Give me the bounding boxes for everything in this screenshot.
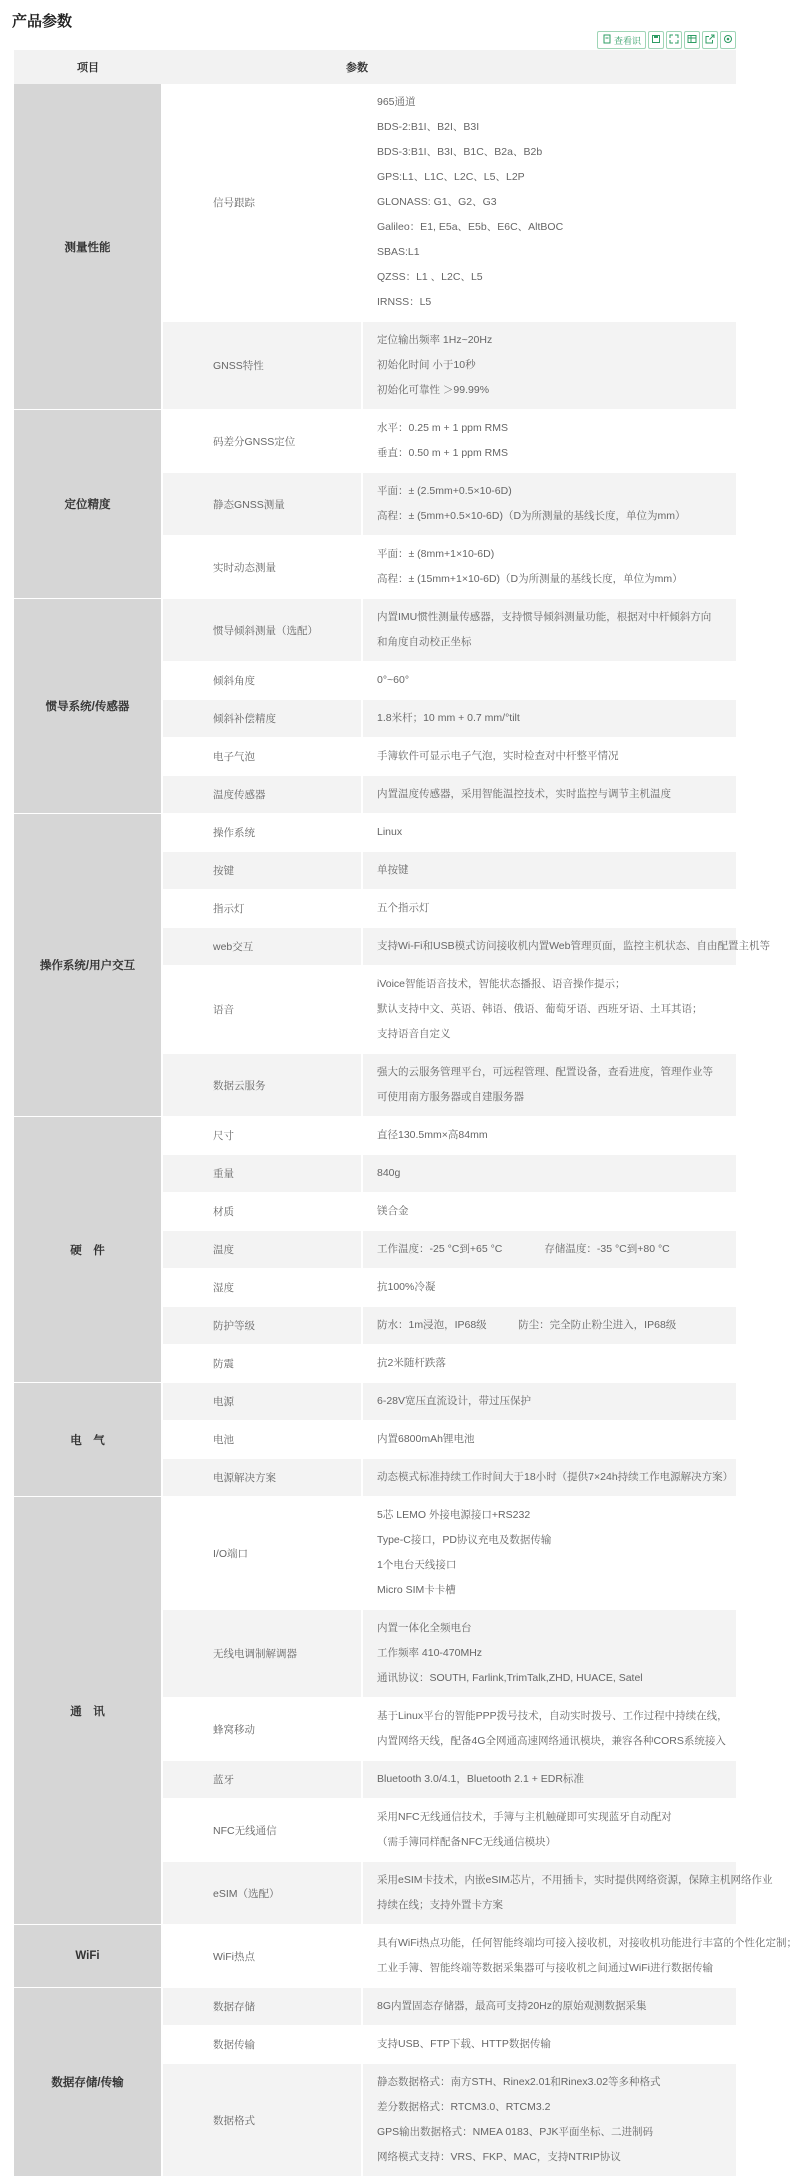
param-cell	[362, 852, 736, 890]
param-line: 采用eSIM卡技术，内嵌eSIM芯片，不用插卡，实时提供网络资源，保障主机网络作业	[377, 1874, 773, 1886]
param-cell	[362, 1421, 736, 1459]
param-line: 单按键	[377, 864, 409, 876]
param-line: 平面：± (8mm+1×10-6D)	[377, 548, 495, 560]
param-cell	[362, 1988, 736, 2026]
param-line: Micro SIM卡卡槽	[377, 1584, 456, 1596]
param-line: 持续在线；支持外置卡方案	[377, 1899, 503, 1911]
item-cell: 电池	[162, 1421, 362, 1459]
param-cell	[362, 1925, 797, 1988]
param-line: 镁合金	[377, 1205, 409, 1217]
item-cell: 电源	[162, 1383, 362, 1421]
param-line: 水平：0.25 m + 1 ppm RMS	[377, 422, 508, 434]
item-cell: 按键	[162, 852, 362, 890]
category-cell: 硬 件	[14, 1117, 162, 1383]
param-line: GPS:L1、L1C、L2C、L5、L2P	[377, 171, 525, 183]
item-cell: 语音	[162, 966, 362, 1054]
param-line: Galileo：E1, E5a、E5b、E6C、AltBOC	[377, 221, 564, 233]
param-line: 防水：1m浸泡，IP68级 防尘：完全防止粉尘进入，IP68级	[377, 1319, 677, 1331]
param-line: 差分数据格式：RTCM3.0、RTCM3.2	[377, 2101, 551, 2113]
param-cell	[362, 1610, 736, 1698]
param-cell	[362, 1862, 773, 1925]
param-line: 静态数据格式：南方STH、Rinex2.01和Rinex3.02等多种格式	[377, 2076, 661, 2088]
item-cell: 重量	[162, 1155, 362, 1193]
expand-icon	[669, 34, 679, 46]
spec-table	[14, 50, 797, 2177]
param-cell	[362, 1459, 736, 1497]
param-line: IRNSS：L5	[377, 296, 432, 308]
param-cell	[362, 536, 736, 599]
item-cell: 静态GNSS测量	[162, 473, 362, 536]
param-cell	[362, 700, 736, 738]
item-cell: 惯导倾斜测量（选配）	[162, 599, 362, 662]
param-line: 内置一体化全频电台	[377, 1622, 472, 1634]
param-cell	[362, 322, 736, 410]
table-header-row	[14, 50, 736, 84]
table-row	[14, 814, 736, 852]
param-line: 抗2米随杆跌落	[377, 1357, 446, 1369]
param-line: 默认支持中文、英语、韩语、俄语、葡萄牙语、西班牙语、土耳其语；	[377, 1003, 703, 1015]
settings-icon	[723, 34, 733, 46]
param-line: 定位输出频率 1Hz~20Hz	[377, 334, 493, 346]
param-cell	[362, 1698, 736, 1761]
table-row	[14, 410, 736, 473]
param-cell	[362, 1307, 736, 1345]
param-line: （需手簿同样配备NFC无线通信模块）	[377, 1836, 557, 1848]
item-cell: 数据云服务	[162, 1054, 362, 1117]
param-line: 手簿软件可显示电子气泡，实时检查对中杆整平情况	[377, 750, 619, 762]
item-cell: 码差分GNSS定位	[162, 410, 362, 473]
header-item: 项目	[14, 50, 162, 84]
param-line: iVoice智能语音技术，智能状态播报、语音操作提示；	[377, 978, 626, 990]
item-cell: WiFi热点	[162, 1925, 362, 1988]
item-cell: 无线电调制解调器	[162, 1610, 362, 1698]
param-line: 6-28V宽压直流设计，带过压保护	[377, 1395, 532, 1407]
category-cell: 电 气	[14, 1383, 162, 1497]
param-line: 支持语音自定义	[377, 1028, 451, 1040]
table-row	[14, 1497, 736, 1610]
toolbar-button-expand[interactable]	[666, 31, 682, 49]
param-cell	[362, 599, 736, 662]
item-cell: 倾斜角度	[162, 662, 362, 700]
item-cell: 防护等级	[162, 1307, 362, 1345]
param-cell	[362, 1117, 736, 1155]
category-cell: WiFi	[14, 1925, 162, 1988]
param-cell	[362, 1345, 736, 1383]
param-line: 8G内置固态存储器，最高可支持20Hz的原始观测数据采集	[377, 2000, 647, 2012]
item-cell: 材质	[162, 1193, 362, 1231]
page-title: 产品参数	[12, 13, 73, 30]
param-line: BDS-3:B1I、B3I、B1C、B2a、B2b	[377, 146, 543, 158]
item-cell: 尺寸	[162, 1117, 362, 1155]
item-cell: 数据格式	[162, 2064, 362, 2177]
category-cell: 惯导系统/传感器	[14, 599, 162, 814]
param-line: 内置温度传感器，采用智能温控技术，实时监控与调节主机温度	[377, 788, 671, 800]
param-line: 1.8米杆；10 mm + 0.7 mm/°tilt	[377, 712, 520, 724]
param-cell	[362, 1054, 736, 1117]
table-row	[14, 599, 736, 662]
param-line: 工作温度：-25 °C到+65 °C 存储温度：-35 °C到+80 °C	[377, 1243, 670, 1255]
category-cell: 测量性能	[14, 84, 162, 410]
param-line: 初始化可靠性 ＞99.99%	[377, 384, 490, 396]
table-row	[14, 1925, 736, 1988]
item-cell: 蓝牙	[162, 1761, 362, 1799]
param-line: 可使用南方服务器或自建服务器	[377, 1091, 524, 1103]
item-cell: 温度传感器	[162, 776, 362, 814]
param-line: 支持Wi-Fi和USB模式访问接收机内置Web管理页面，监控主机状态、自由配置主机等	[377, 940, 770, 952]
item-cell: eSIM（选配）	[162, 1862, 362, 1925]
param-cell	[362, 1761, 736, 1799]
item-cell: 温度	[162, 1231, 362, 1269]
param-cell	[362, 1269, 736, 1307]
param-line: GLONASS: G1、G2、G3	[377, 196, 497, 208]
param-line: 直径130.5mm×高84mm	[377, 1129, 488, 1141]
item-cell: 信号跟踪	[162, 84, 362, 322]
item-cell: 数据传输	[162, 2026, 362, 2064]
param-line: 内置6800mAh锂电池	[377, 1433, 475, 1445]
param-line: Type-C接口，PD协议充电及数据传输	[377, 1534, 552, 1546]
param-line: 具有WiFi热点功能，任何智能终端均可接入接收机，对接收机功能进行丰富的个性化定制；	[377, 1937, 797, 1949]
category-cell: 操作系统/用户交互	[14, 814, 162, 1117]
share-icon	[705, 34, 715, 46]
param-line: 和角度自动校正坐标	[377, 636, 472, 648]
param-cell	[362, 928, 770, 966]
item-cell: 电子气泡	[162, 738, 362, 776]
param-cell	[362, 2064, 736, 2177]
item-cell: NFC无线通信	[162, 1799, 362, 1862]
param-cell	[362, 473, 736, 536]
param-line: 1个电台天线接口	[377, 1559, 457, 1571]
table-toolbar	[597, 31, 736, 49]
param-line: 工业手簿、智能终端等数据采集器可与接收机之间通过WiFi进行数据传输	[377, 1962, 713, 1974]
item-cell: 实时动态测量	[162, 536, 362, 599]
param-line: 0°~60°	[377, 674, 410, 686]
save-icon	[651, 34, 661, 46]
toolbar-button-table[interactable]	[684, 31, 700, 49]
param-cell	[362, 966, 736, 1054]
param-line: 工作频率 410-470MHz	[377, 1647, 483, 1659]
param-line: 五个指示灯	[377, 902, 430, 914]
param-line: 初始化时间 小于10秒	[377, 359, 476, 371]
param-line: 840g	[377, 1167, 401, 1179]
param-cell	[362, 1383, 736, 1421]
item-cell: 倾斜补偿精度	[162, 700, 362, 738]
param-line: 动态模式标准持续工作时间大于18小时（提供7×24h持续工作电源解决方案）	[377, 1471, 734, 1483]
param-line: 抗100%冷凝	[377, 1281, 436, 1293]
param-line: 网络模式支持：VRS、FKP、MAC，支持NTRIP协议	[377, 2151, 621, 2163]
param-cell	[362, 814, 736, 852]
param-line: 基于Linux平台的智能PPP拨号技术，自动实时拨号、工作过程中持续在线，	[377, 1710, 728, 1722]
param-line: GPS输出数据格式：NMEA 0183、PJK平面坐标、二进制码	[377, 2126, 653, 2138]
param-line: 强大的云服务管理平台，可远程管理、配置设备，查看进度，管理作业等	[377, 1066, 713, 1078]
header-param: 参数	[162, 50, 736, 84]
param-line: SBAS:L1	[377, 246, 420, 258]
param-line: BDS-2:B1I、B2I、B3I	[377, 121, 480, 133]
param-cell	[362, 2026, 736, 2064]
item-cell: 数据存储	[162, 1988, 362, 2026]
param-line: 通讯协议：SOUTH, Farlink,TrimTalk,ZHD, HUACE, Satel	[377, 1672, 643, 1684]
toolbar-button-settings[interactable]	[720, 31, 736, 49]
toolbar-view-button[interactable]	[597, 31, 646, 49]
param-cell	[362, 1193, 736, 1231]
table-icon	[687, 34, 697, 46]
toolbar-button-label: 查看识	[613, 35, 641, 46]
item-cell: web交互	[162, 928, 362, 966]
param-line: 高程：± (5mm+0.5×10-6D)（D为所测量的基线长度，单位为mm）	[377, 510, 686, 522]
toolbar-button-share[interactable]	[702, 31, 718, 49]
param-line: 采用NFC无线通信技术，手簿与主机触碰即可实现蓝牙自动配对	[377, 1811, 672, 1823]
param-cell	[362, 662, 736, 700]
search-doc-icon	[602, 34, 612, 46]
param-line: 内置网络天线，配备4G全网通高速网络通讯模块，兼容各种CORS系统接入	[377, 1735, 726, 1747]
param-line: 支持USB、FTP下载、HTTP数据传输	[377, 2038, 551, 2050]
item-cell: 湿度	[162, 1269, 362, 1307]
item-cell: GNSS特性	[162, 322, 362, 410]
param-line: Linux	[377, 826, 403, 838]
table-row	[14, 1988, 736, 2026]
param-line: 内置IMU惯性测量传感器，支持惯导倾斜测量功能，根据对中杆倾斜方向	[377, 611, 712, 623]
param-line: 高程：± (15mm+1×10-6D)（D为所测量的基线长度，单位为mm）	[377, 573, 683, 585]
table-row	[14, 1383, 736, 1421]
item-cell: 电源解决方案	[162, 1459, 362, 1497]
param-cell	[362, 410, 736, 473]
param-line: Bluetooth 3.0/4.1，Bluetooth 2.1 + EDR标准	[377, 1773, 584, 1785]
param-line: 5芯 LEMO 外接电源接口+RS232	[377, 1509, 531, 1521]
item-cell: 防震	[162, 1345, 362, 1383]
item-cell: 指示灯	[162, 890, 362, 928]
param-cell	[362, 1231, 736, 1269]
table-row	[14, 84, 736, 322]
param-cell	[362, 776, 736, 814]
param-cell	[362, 1497, 736, 1610]
table-row	[14, 1117, 736, 1155]
toolbar-button-save[interactable]	[648, 31, 664, 49]
category-cell: 通 讯	[14, 1497, 162, 1925]
param-line: QZSS：L1 、L2C、L5	[377, 271, 483, 283]
param-cell	[362, 890, 736, 928]
param-cell	[362, 1155, 736, 1193]
param-cell	[362, 738, 736, 776]
param-line: 垂直：0.50 m + 1 ppm RMS	[377, 447, 508, 459]
param-line: 965通道	[377, 96, 416, 108]
param-cell	[362, 84, 736, 322]
category-cell: 数据存储/传输	[14, 1988, 162, 2177]
item-cell: I/O端口	[162, 1497, 362, 1610]
param-line: 平面：± (2.5mm+0.5×10-6D)	[377, 485, 512, 497]
category-cell: 定位精度	[14, 410, 162, 599]
item-cell: 蜂窝移动	[162, 1698, 362, 1761]
item-cell: 操作系统	[162, 814, 362, 852]
param-cell	[362, 1799, 736, 1862]
